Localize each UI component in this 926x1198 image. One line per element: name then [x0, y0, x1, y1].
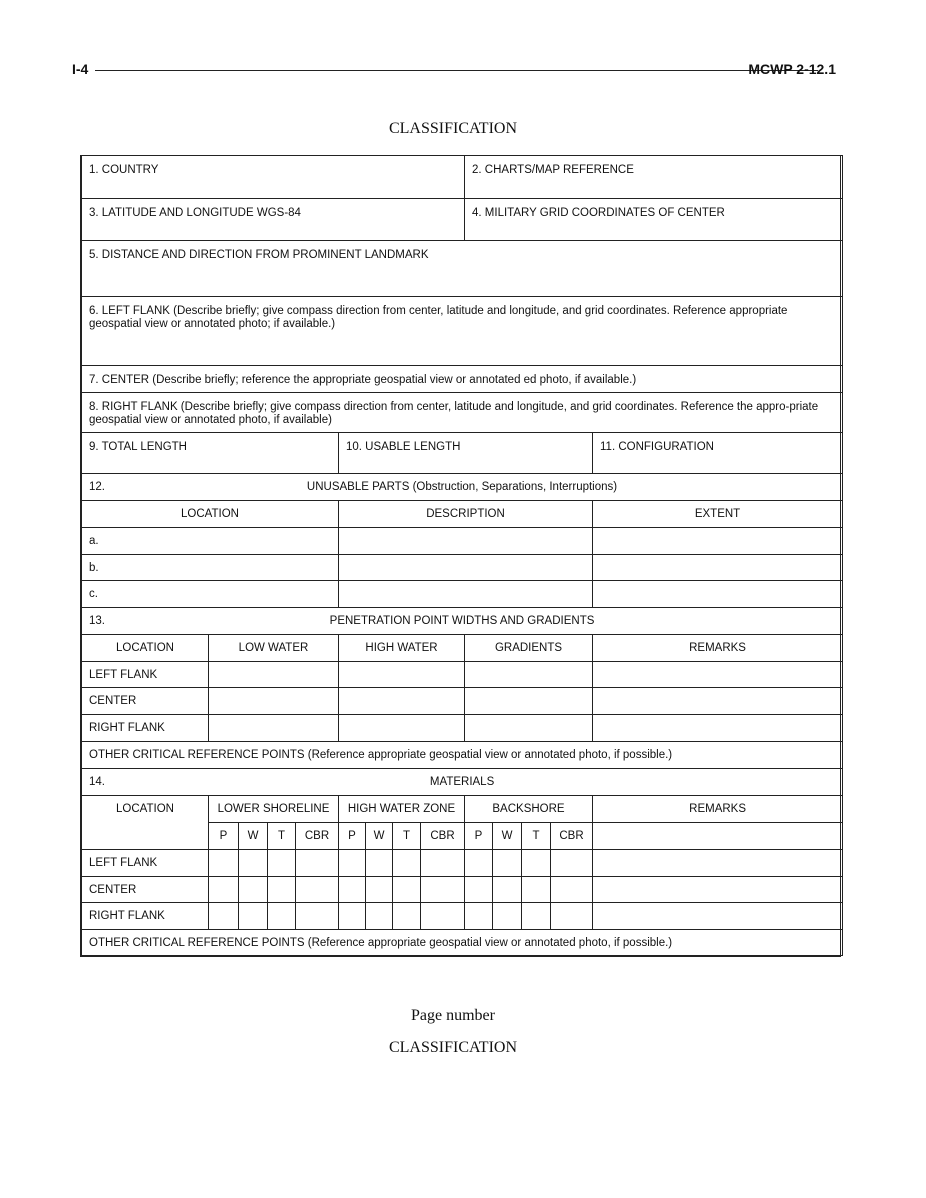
col-header: LOCATION — [82, 635, 209, 662]
col-header: EXTENT — [593, 501, 843, 528]
input-cell[interactable] — [493, 877, 522, 903]
input-cell[interactable] — [593, 877, 843, 903]
row-label: RIGHT FLANK — [82, 715, 209, 742]
sub-header: CBR — [296, 823, 339, 850]
section-unusable-parts — [81, 473, 843, 608]
col-header: HIGH WATER — [339, 635, 465, 662]
col-header: LOCATION — [82, 501, 339, 528]
input-cell[interactable] — [268, 903, 296, 930]
table-row — [82, 528, 843, 555]
input-cell[interactable] — [393, 877, 421, 903]
input-cell[interactable] — [296, 877, 339, 903]
input-cell[interactable] — [493, 850, 522, 877]
input-cell[interactable] — [493, 903, 522, 930]
field-total-length[interactable]: 9. TOTAL LENGTH — [82, 433, 339, 474]
row-label: b. — [82, 555, 339, 581]
col-header: GRADIENTS — [465, 635, 593, 662]
field-other-reference-points[interactable]: OTHER CRITICAL REFERENCE POINTS (Reference appropriate geospatial view or annotated photo, if possible.) — [82, 930, 843, 956]
table-row — [82, 555, 843, 581]
table-row — [82, 581, 843, 608]
form-general — [81, 155, 843, 474]
col-header: LOW WATER — [209, 635, 339, 662]
input-cell[interactable] — [593, 662, 843, 688]
table-row — [82, 688, 843, 715]
input-cell[interactable] — [593, 715, 843, 742]
input-cell[interactable] — [209, 662, 339, 688]
sub-header: W — [493, 823, 522, 850]
input-cell[interactable] — [339, 555, 593, 581]
input-cell[interactable] — [522, 903, 551, 930]
input-cell[interactable] — [366, 850, 393, 877]
input-cell[interactable] — [209, 715, 339, 742]
table-row — [82, 715, 843, 742]
input-cell[interactable] — [393, 903, 421, 930]
sub-header: P — [339, 823, 366, 850]
section-14-number: 14. — [89, 776, 105, 788]
input-cell[interactable] — [465, 715, 593, 742]
input-cell[interactable] — [421, 903, 465, 930]
row-label: CENTER — [82, 688, 209, 715]
col-header: LOCATION — [82, 796, 209, 850]
remarks-subcell — [593, 823, 843, 850]
col-header: REMARKS — [593, 796, 843, 823]
row-label: a. — [82, 528, 339, 555]
classification-bottom: CLASSIFICATION — [388, 1039, 517, 1056]
field-center[interactable]: 7. CENTER (Describe briefly; reference the appropriate geospatial view or annotated ed photo, if available.) — [82, 366, 843, 393]
input-cell[interactable] — [339, 581, 593, 608]
field-right-flank[interactable]: 8. RIGHT FLANK (Describe briefly; give compass direction from center, latitude and longitude, and grid coordinates. Reference the appro-priate geospatial view or annotated photo, if available) — [82, 393, 843, 433]
row-label: c. — [82, 581, 339, 608]
col-header: DESCRIPTION — [339, 501, 593, 528]
input-cell[interactable] — [551, 850, 593, 877]
input-cell[interactable] — [366, 877, 393, 903]
input-cell[interactable] — [339, 877, 366, 903]
input-cell[interactable] — [393, 850, 421, 877]
table-row — [82, 850, 843, 877]
input-cell[interactable] — [339, 850, 366, 877]
input-cell[interactable] — [593, 903, 843, 930]
input-cell[interactable] — [465, 688, 593, 715]
input-cell[interactable] — [465, 877, 493, 903]
col-header: BACKSHORE — [465, 796, 593, 823]
col-header: HIGH WATER ZONE — [339, 796, 465, 823]
sub-header: CBR — [421, 823, 465, 850]
input-cell[interactable] — [296, 850, 339, 877]
input-cell[interactable] — [465, 903, 493, 930]
input-cell[interactable] — [551, 903, 593, 930]
input-cell[interactable] — [522, 850, 551, 877]
input-cell[interactable] — [268, 850, 296, 877]
input-cell[interactable] — [593, 555, 843, 581]
input-cell[interactable] — [421, 850, 465, 877]
sub-header: T — [522, 823, 551, 850]
section-materials — [81, 768, 843, 956]
input-cell[interactable] — [239, 877, 268, 903]
input-cell[interactable] — [296, 903, 339, 930]
field-chart-reference[interactable]: 2. CHARTS/MAP REFERENCE — [465, 156, 843, 199]
sub-header: T — [393, 823, 421, 850]
col-header: LOWER SHORELINE — [209, 796, 339, 823]
section-13-number: 13. — [89, 615, 105, 627]
section-12-number: 12. — [89, 481, 105, 493]
input-cell[interactable] — [339, 528, 593, 555]
sub-header: W — [239, 823, 268, 850]
input-cell[interactable] — [593, 850, 843, 877]
sub-header: T — [268, 823, 296, 850]
row-label: CENTER — [82, 877, 209, 903]
sub-header: CBR — [551, 823, 593, 850]
input-cell[interactable] — [239, 903, 268, 930]
input-cell[interactable] — [593, 688, 843, 715]
row-label: LEFT FLANK — [82, 850, 209, 877]
page-number: Page number — [411, 1007, 495, 1024]
input-cell[interactable] — [421, 877, 465, 903]
page-id: I-4 — [72, 61, 89, 77]
input-cell[interactable] — [593, 581, 843, 608]
field-usable-length[interactable]: 10. USABLE LENGTH — [339, 433, 593, 474]
input-cell[interactable] — [593, 528, 843, 555]
row-label: LEFT FLANK — [82, 662, 209, 688]
input-cell[interactable] — [339, 903, 366, 930]
header-rule — [95, 70, 818, 71]
doc-id: MCWP 2-12.1 — [748, 61, 836, 77]
classification-top: CLASSIFICATION — [388, 120, 517, 137]
input-cell[interactable] — [522, 877, 551, 903]
section-penetration-points — [81, 607, 843, 769]
row-label: RIGHT FLANK — [82, 903, 209, 930]
input-cell[interactable] — [551, 877, 593, 903]
field-other-reference-points[interactable]: OTHER CRITICAL REFERENCE POINTS (Reference appropriate geospatial view or annotated photo, if possible.) — [82, 742, 843, 769]
col-header: REMARKS — [593, 635, 843, 662]
sub-header: W — [366, 823, 393, 850]
table-row — [82, 662, 843, 688]
input-cell[interactable] — [209, 877, 239, 903]
section-14-title: MATERIALS — [429, 776, 495, 788]
field-left-flank[interactable]: 6. LEFT FLANK (Describe briefly; give compass direction from center, latitude and longitude, and grid coordinates. Reference appropriate geospatial view or annotated photo; if available.) — [82, 297, 843, 366]
input-cell[interactable] — [339, 662, 465, 688]
field-grid-coordinates[interactable]: 4. MILITARY GRID COORDINATES OF CENTER — [465, 199, 843, 241]
input-cell[interactable] — [268, 877, 296, 903]
field-distance-direction[interactable]: 5. DISTANCE AND DIRECTION FROM PROMINENT LANDMARK — [82, 241, 843, 297]
field-configuration[interactable]: 11. CONFIGURATION — [593, 433, 843, 474]
field-country[interactable]: 1. COUNTRY — [82, 156, 465, 199]
sub-header: P — [209, 823, 239, 850]
input-cell[interactable] — [209, 850, 239, 877]
section-12-title: UNUSABLE PARTS (Obstruction, Separations, Interruptions) — [306, 481, 618, 493]
input-cell[interactable] — [465, 850, 493, 877]
field-lat-long[interactable]: 3. LATITUDE AND LONGITUDE WGS-84 — [82, 199, 465, 241]
sub-header: P — [465, 823, 493, 850]
input-cell[interactable] — [339, 688, 465, 715]
input-cell[interactable] — [209, 688, 339, 715]
input-cell[interactable] — [239, 850, 268, 877]
section-13-title: PENETRATION POINT WIDTHS AND GRADIENTS — [329, 615, 595, 627]
beach-survey-form — [80, 155, 841, 957]
table-row — [82, 903, 843, 930]
input-cell[interactable] — [209, 903, 239, 930]
table-row — [82, 877, 843, 903]
input-cell[interactable] — [465, 662, 593, 688]
input-cell[interactable] — [366, 903, 393, 930]
input-cell[interactable] — [339, 715, 465, 742]
